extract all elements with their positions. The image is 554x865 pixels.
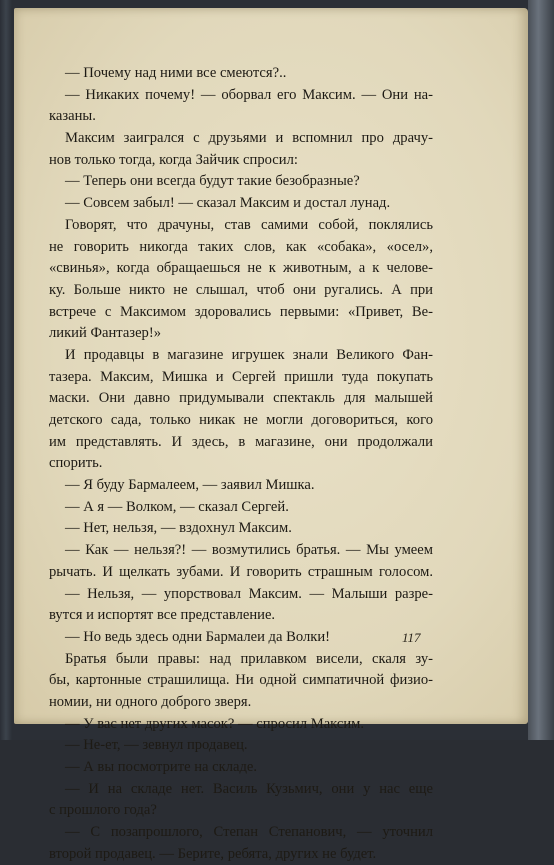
text-line: спорить. [49,455,103,472]
text-line: — Почему над ними все смеются?.. [65,65,287,81]
text-line: встрече с Максимом здоровались первыми: «Привет, Ве- [49,303,433,320]
text-line: тазера. Максим, Мишка и Сергей пришли туда покупать [49,368,433,385]
text-line: ликий Фантазер!» [49,325,161,342]
text-line: ку. Больше никто не слышал, чтоб они ругались. А при [49,281,433,298]
text-line: бы, картонные страшилища. Ни одной симпатичной физио- [49,672,433,689]
text-line: маски. Они давно придумывали спектакль для малышей [49,390,433,407]
page-text [49,63,433,865]
text-line: — Но ведь здесь одни Бармалеи да Волки! [65,628,330,645]
text-line: второй продавец. — Берите, ребята, других не будет. [49,845,377,862]
text-line: — Совсем забыл! — сказал Максим и достал лунад. [65,195,391,212]
text-line: им представлять. И здесь, в магазине, они продолжали [49,433,433,450]
page-number: 117 [402,630,421,645]
text-line: — С позапрошлого, Степан Степанович, — уточнил [65,824,433,841]
text-line: — Теперь они всегда будут такие безобразные? [65,173,360,190]
text-line: — Я буду Бармалеем, — заявил Мишка. [65,477,315,494]
text-line: — Как — нельзя?! — возмутились братья. — Мы умеем [65,542,433,559]
text-line: — Никаких почему! — оборвал его Максим. — Они на- [65,86,433,103]
text-line: Братья были правы: над прилавком висели, скаля зу- [65,650,433,667]
text-line: рычать. И щелкать зубами. И говорить страшным голосом. [49,563,433,580]
text-line: казаны. [49,108,96,125]
text-line: номии, ни одного доброго зверя. [49,693,252,710]
text-line: «свинья», когда обращаешься не к животным, а к челове- [49,260,433,277]
text-line: — Не-ет, — зевнул продавец. [65,737,248,754]
text-line: с прошлого года? [49,802,157,819]
text-line: Говорят, что драчуны, став самими собой, поклялись [65,216,433,233]
text-line: — Нельзя, — упорствовал Максим. — Малыши разре- [65,585,433,602]
text-line: детского сада, только никак не могли договориться, кого [49,412,433,428]
text-line: И продавцы в магазине игрушек знали Великого Фан- [65,346,433,363]
text-line: — У вас нет других масок? — спросил Максим. [65,715,365,732]
text-line: — И на складе нет. Василь Кузьмич, они у нас еще [65,780,433,797]
text-line: — А я — Волком, — сказал Сергей. [65,498,289,515]
page-edge [528,0,554,740]
text-line: нов только тогда, когда Зайчик спросил: [49,151,298,168]
text-line: — А вы посмотрите на складе. [65,759,258,775]
text-line: вутся и испортят все представление. [49,607,276,624]
text-line: — Нет, нельзя, — вздохнул Максим. [65,520,292,537]
text-line: не говорить никогда таких слов, как «собака», «осел», [49,238,433,255]
text-line: Максим заигрался с друзьями и вспомнил про драчу- [65,130,433,147]
